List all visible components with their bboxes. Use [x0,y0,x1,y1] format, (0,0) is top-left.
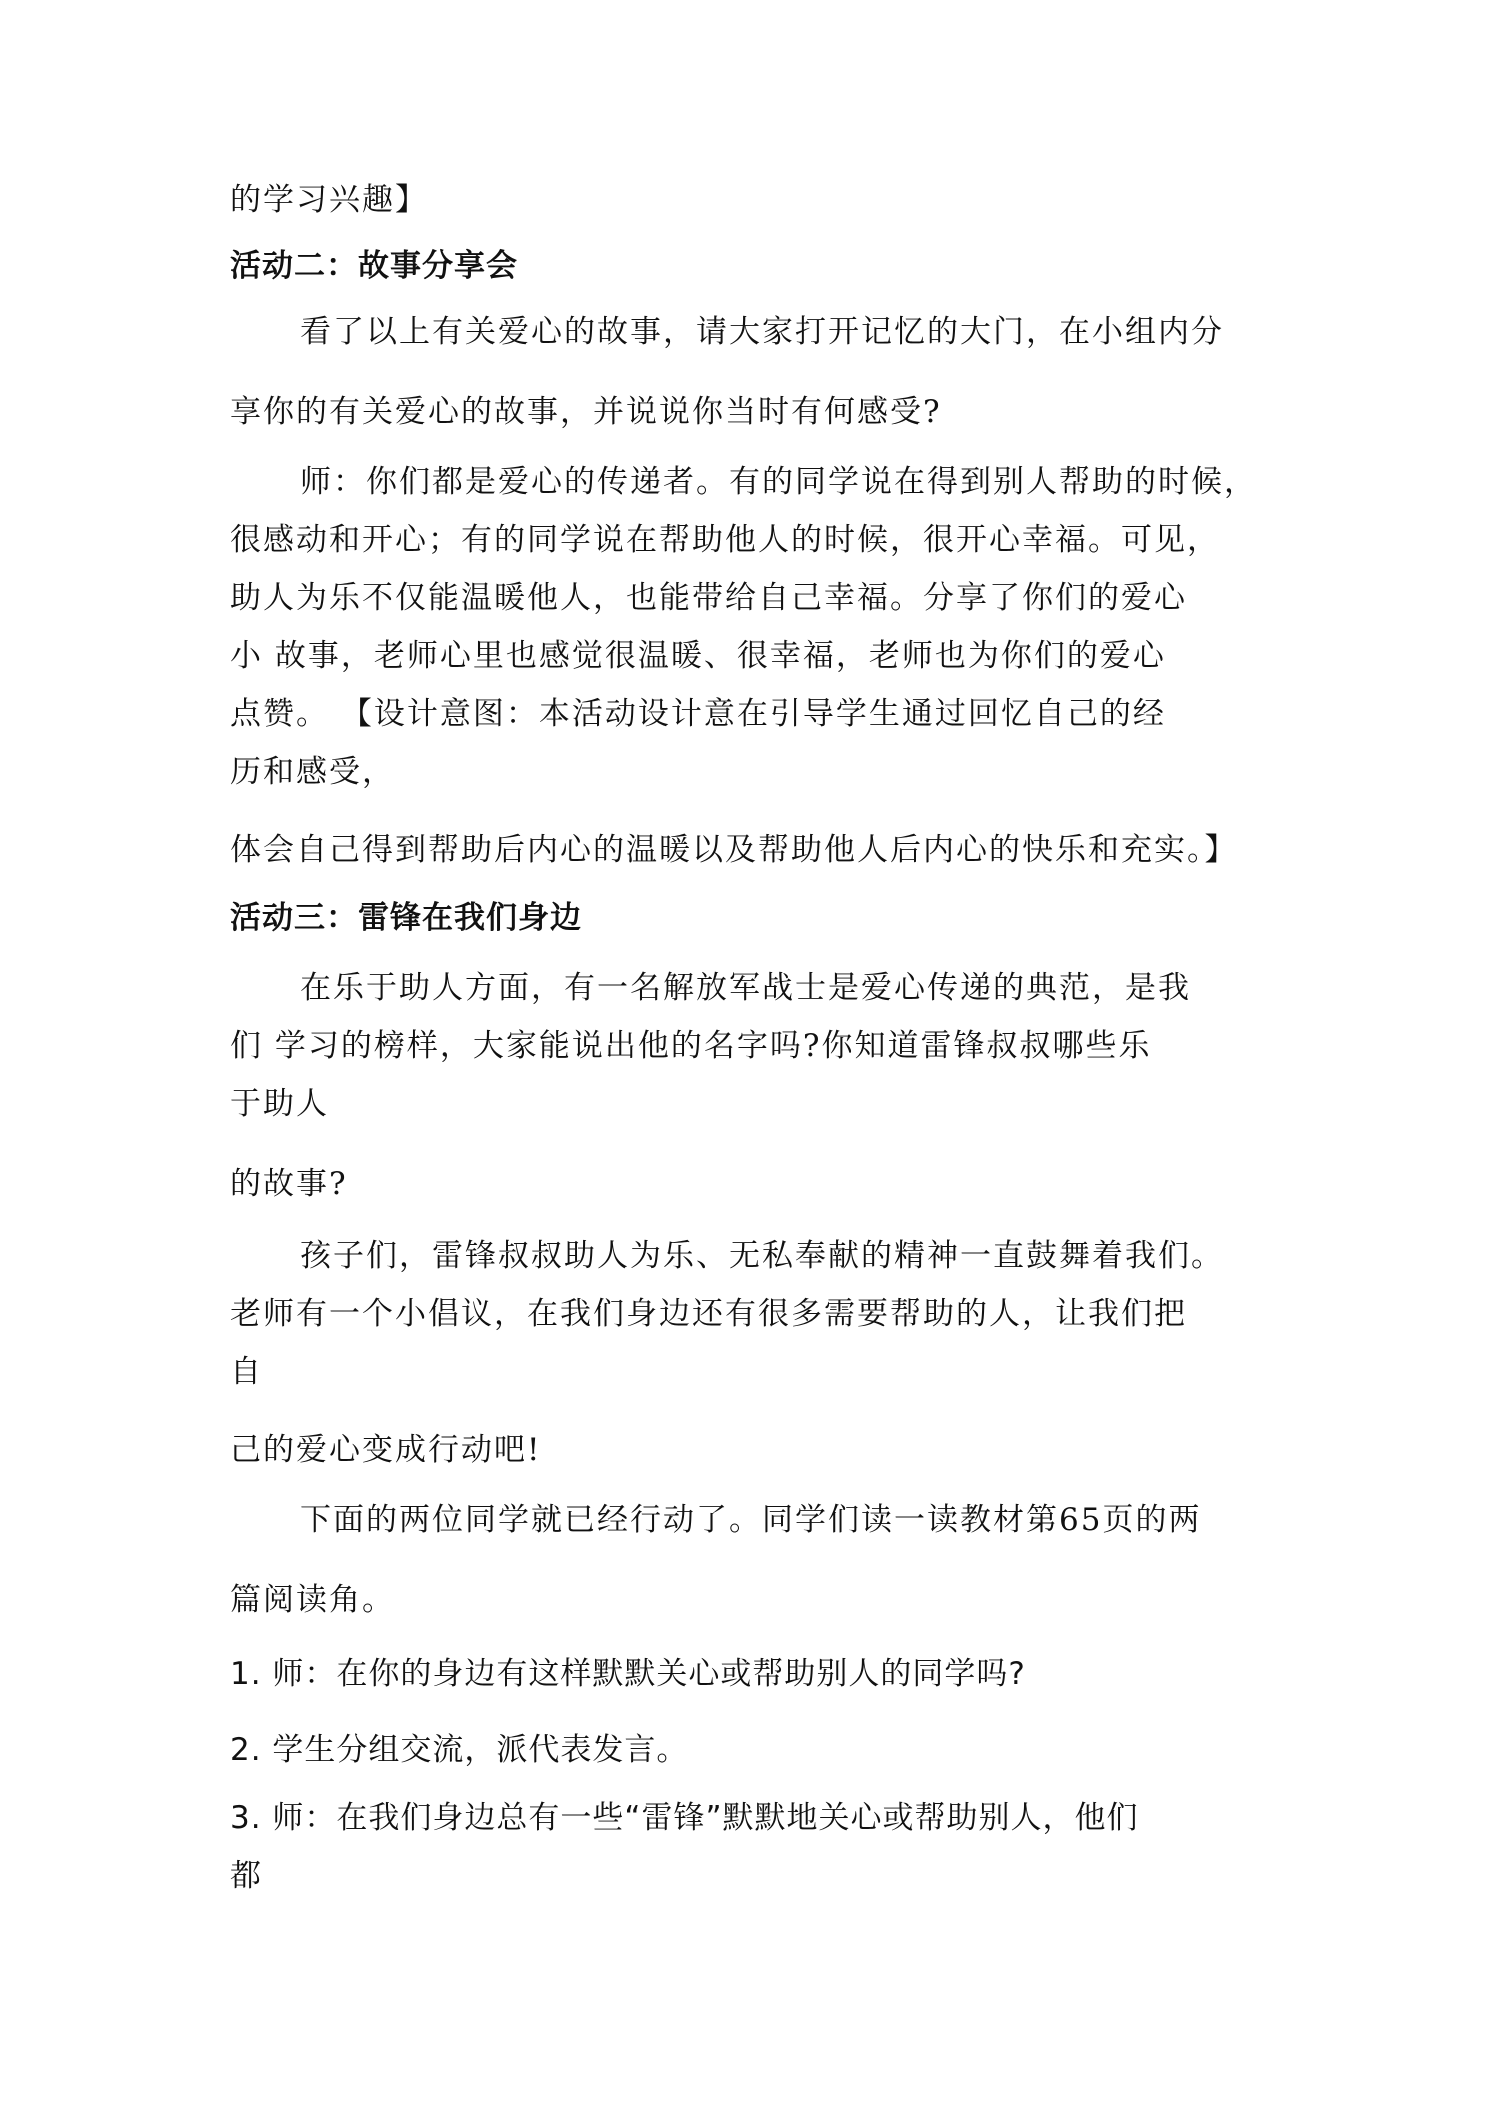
paragraph-line: 篇阅读角。 [230,1582,395,1618]
section-heading-activity-3: 活动三：雷锋在我们身边 [230,900,582,936]
section-heading-activity-2: 活动二：故事分享会 [230,248,518,284]
paragraph-line: 体会自己得到帮助后内心的温暖以及帮助他人后内心的快乐和充实。】 [230,832,1238,868]
paragraph-line: 小 故事，老师心里也感觉很温暖、很幸福，老师也为你们的爱心 [230,638,1166,674]
paragraph-line: 孩子们，雷锋叔叔助人为乐、无私奉献的精神一直鼓舞着我们。 [300,1238,1224,1274]
paragraph-line: 享你的有关爱心的故事，并说说你当时有何感受? [230,394,942,430]
paragraph-line: 下面的两位同学就已经行动了。同学们读一读教材第65页的两 [300,1502,1202,1538]
list-item: 1. 师：在你的身边有这样默默关心或帮助别人的同学吗? [230,1656,1026,1692]
paragraph-line: 师：你们都是爱心的传递者。有的同学说在得到别人帮助的时候， [300,464,1257,500]
paragraph-line: 于助人 [230,1086,329,1122]
list-item: 3. 师：在我们身边总有一些“雷锋”默默地关心或帮助别人，他们 [230,1800,1139,1836]
paragraph-line: 的学习兴趣】 [230,182,428,218]
paragraph-line: 看了以上有关爱心的故事，请大家打开记忆的大门，在小组内分 [300,314,1224,350]
paragraph-line: 老师有一个小倡议，在我们身边还有很多需要帮助的人，让我们把 [230,1296,1187,1332]
list-item: 2. 学生分组交流，派代表发言。 [230,1732,689,1768]
paragraph-line: 很感动和开心；有的同学说在帮助他人的时候，很开心幸福。可见， [230,522,1220,558]
list-item: 都 [230,1858,262,1894]
paragraph-line: 历和感受， [230,754,395,790]
paragraph-line: 的故事? [230,1166,348,1202]
paragraph-line: 助人为乐不仅能温暖他人，也能带给自己幸福。分享了你们的爱心 [230,580,1187,616]
paragraph-line: 们 学习的榜样，大家能说出他的名字吗?你知道雷锋叔叔哪些乐 [230,1028,1152,1064]
paragraph-line: 己的爱心变成行动吧! [230,1432,542,1468]
paragraph-line: 在乐于助人方面，有一名解放军战士是爱心传递的典范，是我 [300,970,1191,1006]
paragraph-line: 自 [230,1354,263,1390]
design-intent-line: 点赞。 【设计意图：本活动设计意在引导学生通过回忆自己的经 [230,696,1166,732]
